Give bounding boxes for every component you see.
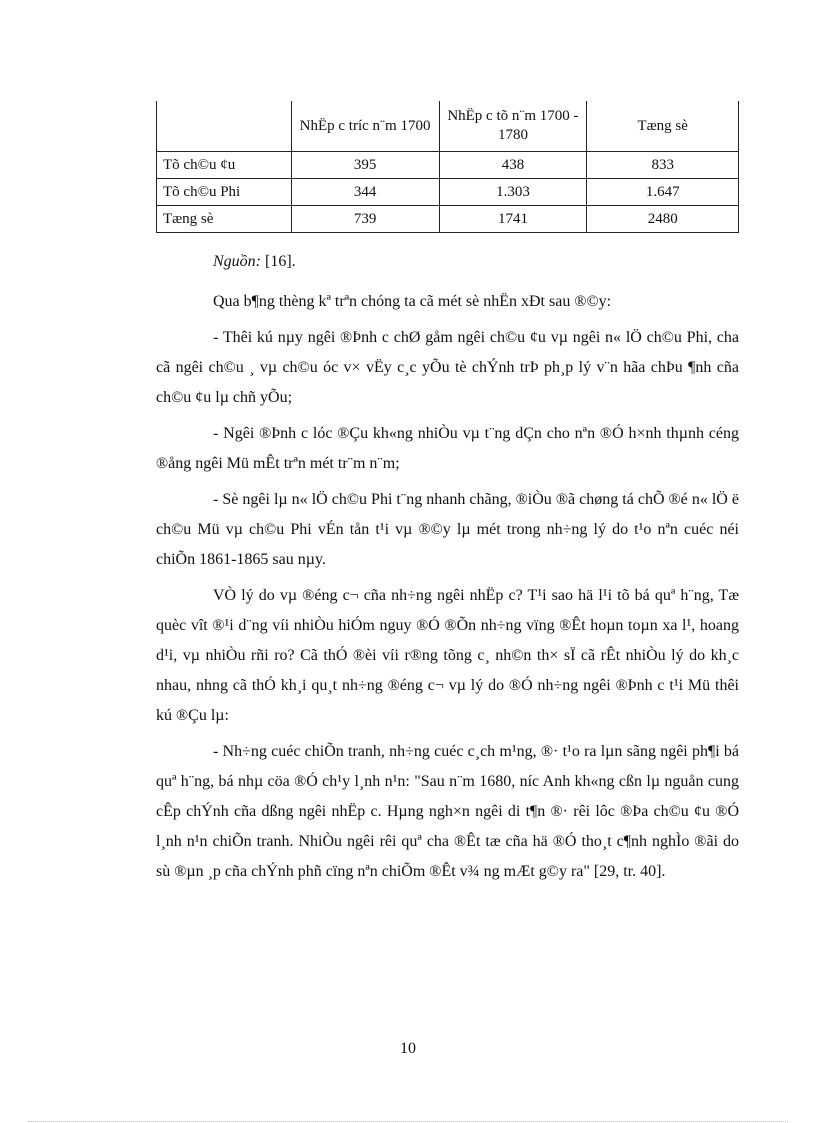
table-cell: 833 [587, 152, 739, 179]
table-cell: 438 [439, 152, 587, 179]
source-ref: [16]. [261, 253, 296, 270]
table-header-cell [157, 101, 292, 152]
table-cell: 2480 [587, 206, 739, 233]
table-header-cell: Tæng sè [587, 101, 739, 152]
table-row-label: Tæng sè [157, 206, 292, 233]
page-bottom-divider [28, 1121, 788, 1122]
table-row-label: Tõ ch©u Phi [157, 179, 292, 206]
table-cell: 395 [291, 152, 439, 179]
table-header-row [157, 101, 739, 152]
body-text [156, 287, 739, 893]
table-row [157, 152, 739, 179]
table-source [213, 253, 296, 271]
table-cell: 1.647 [587, 179, 739, 206]
page-number: 10 [400, 1040, 416, 1057]
paragraph: - Sè ngêi lµ n« lÖ ch©u Phi t¨ng nhanh chãng, ®iÒu ®ã chøng tá chÕ ®é n« lÖ ë ch©u Mü vµ ch©u Phi vÉn tån t¹i vµ ®©y lµ mét trong nh÷ng lý do t¹o nªn cuéc néi chiÕn 1861-1865 sau nµy. [156, 491, 739, 568]
table-cell: 1.303 [439, 179, 587, 206]
immigration-table [156, 101, 739, 233]
table-header-cell: NhËp c tõ n¨m 1700 - 1780 [439, 101, 587, 152]
paragraph: - Nh÷ng cuéc chiÕn tranh, nh÷ng cuéc c¸ch m¹ng, ®· t¹o ra lµn sãng ngêi ph¶i bá quª h¨ng, bá nhµ cöa ®Ó ch¹y l¸nh n¹n: "Sau n¨m 1680, níc Anh kh«ng cßn lµ nguån cung cÊp chÝnh cña dßng ngêi nhËp c. Hµng ngh×n ngêi di t¶n ®· rêi lôc ®Þa ch©u ¢u ®Ó l¸nh n¹n chiÕn tranh. NhiÒu ngêi rêi quª cha ®Êt tæ cña hä ®Ó tho¸t c¶nh nghÌo ®ãi do sù ®µn ¸p cña chÝnh phñ cïng nªn chiÕm ®Êt v¾ ng mÆt g©y ra" [29, tr. 40]. [156, 743, 739, 880]
paragraph: - Thêi kú nµy ngêi ®Þnh c chØ gåm ngêi ch©u ¢u vµ ngêi n« lÖ ch©u Phi, cha cã ngêi ch©u ¸ vµ ch©u óc v× vËy c¸c yÕu tè chÝnh trÞ ph¸p lý v¨n hãa chÞu ¶nh cña ch©u ¢u lµ chñ yÕu; [156, 329, 739, 406]
table-row [157, 206, 739, 233]
table-row [157, 179, 739, 206]
table-cell: 739 [291, 206, 439, 233]
table-cell: 344 [291, 179, 439, 206]
paragraph: - Ngêi ®Þnh c lóc ®Çu kh«ng nhiÒu vµ t¨ng dÇn cho nªn ®Ó h×nh thµnh céng ®ång ngêi Mü mÊt trªn mét tr¨m n¨m; [156, 425, 739, 472]
table-row-label: Tõ ch©u ¢u [157, 152, 292, 179]
paragraph: VÒ lý do vµ ®éng c¬ cña nh÷ng ngêi nhËp c? T¹i sao hä l¹i tõ bá quª h¨ng, Tæ quèc vît ®¹i d¨ng víi nhiÒu hiÓm nguy ®Ó ®Õn nh÷ng vïng ®Êt hoµn toµn xa l¹, hoang d¹i, vµ nhiÒu rñi ro? Cã thÓ ®èi víi r®ng tõng c¸ nh©n th× sÏ cã rÊt nhiÒu lý do kh¸c nhau, nhng cã thÓ kh¸i qu¸t nh÷ng ®éng c¬ vµ lý do ®Ó nh÷ng ngêi ®Þnh c t¹i Mü thêi kú ®Çu lµ: [156, 587, 739, 724]
paragraph: Qua b¶ng thèng kª trªn chóng ta cã mét sè nhËn xÐt sau ®©y: [213, 293, 612, 310]
source-label: Nguồn: [213, 253, 261, 270]
table-cell: 1741 [439, 206, 587, 233]
table-header-cell: NhËp c tríc n¨m 1700 [291, 101, 439, 152]
